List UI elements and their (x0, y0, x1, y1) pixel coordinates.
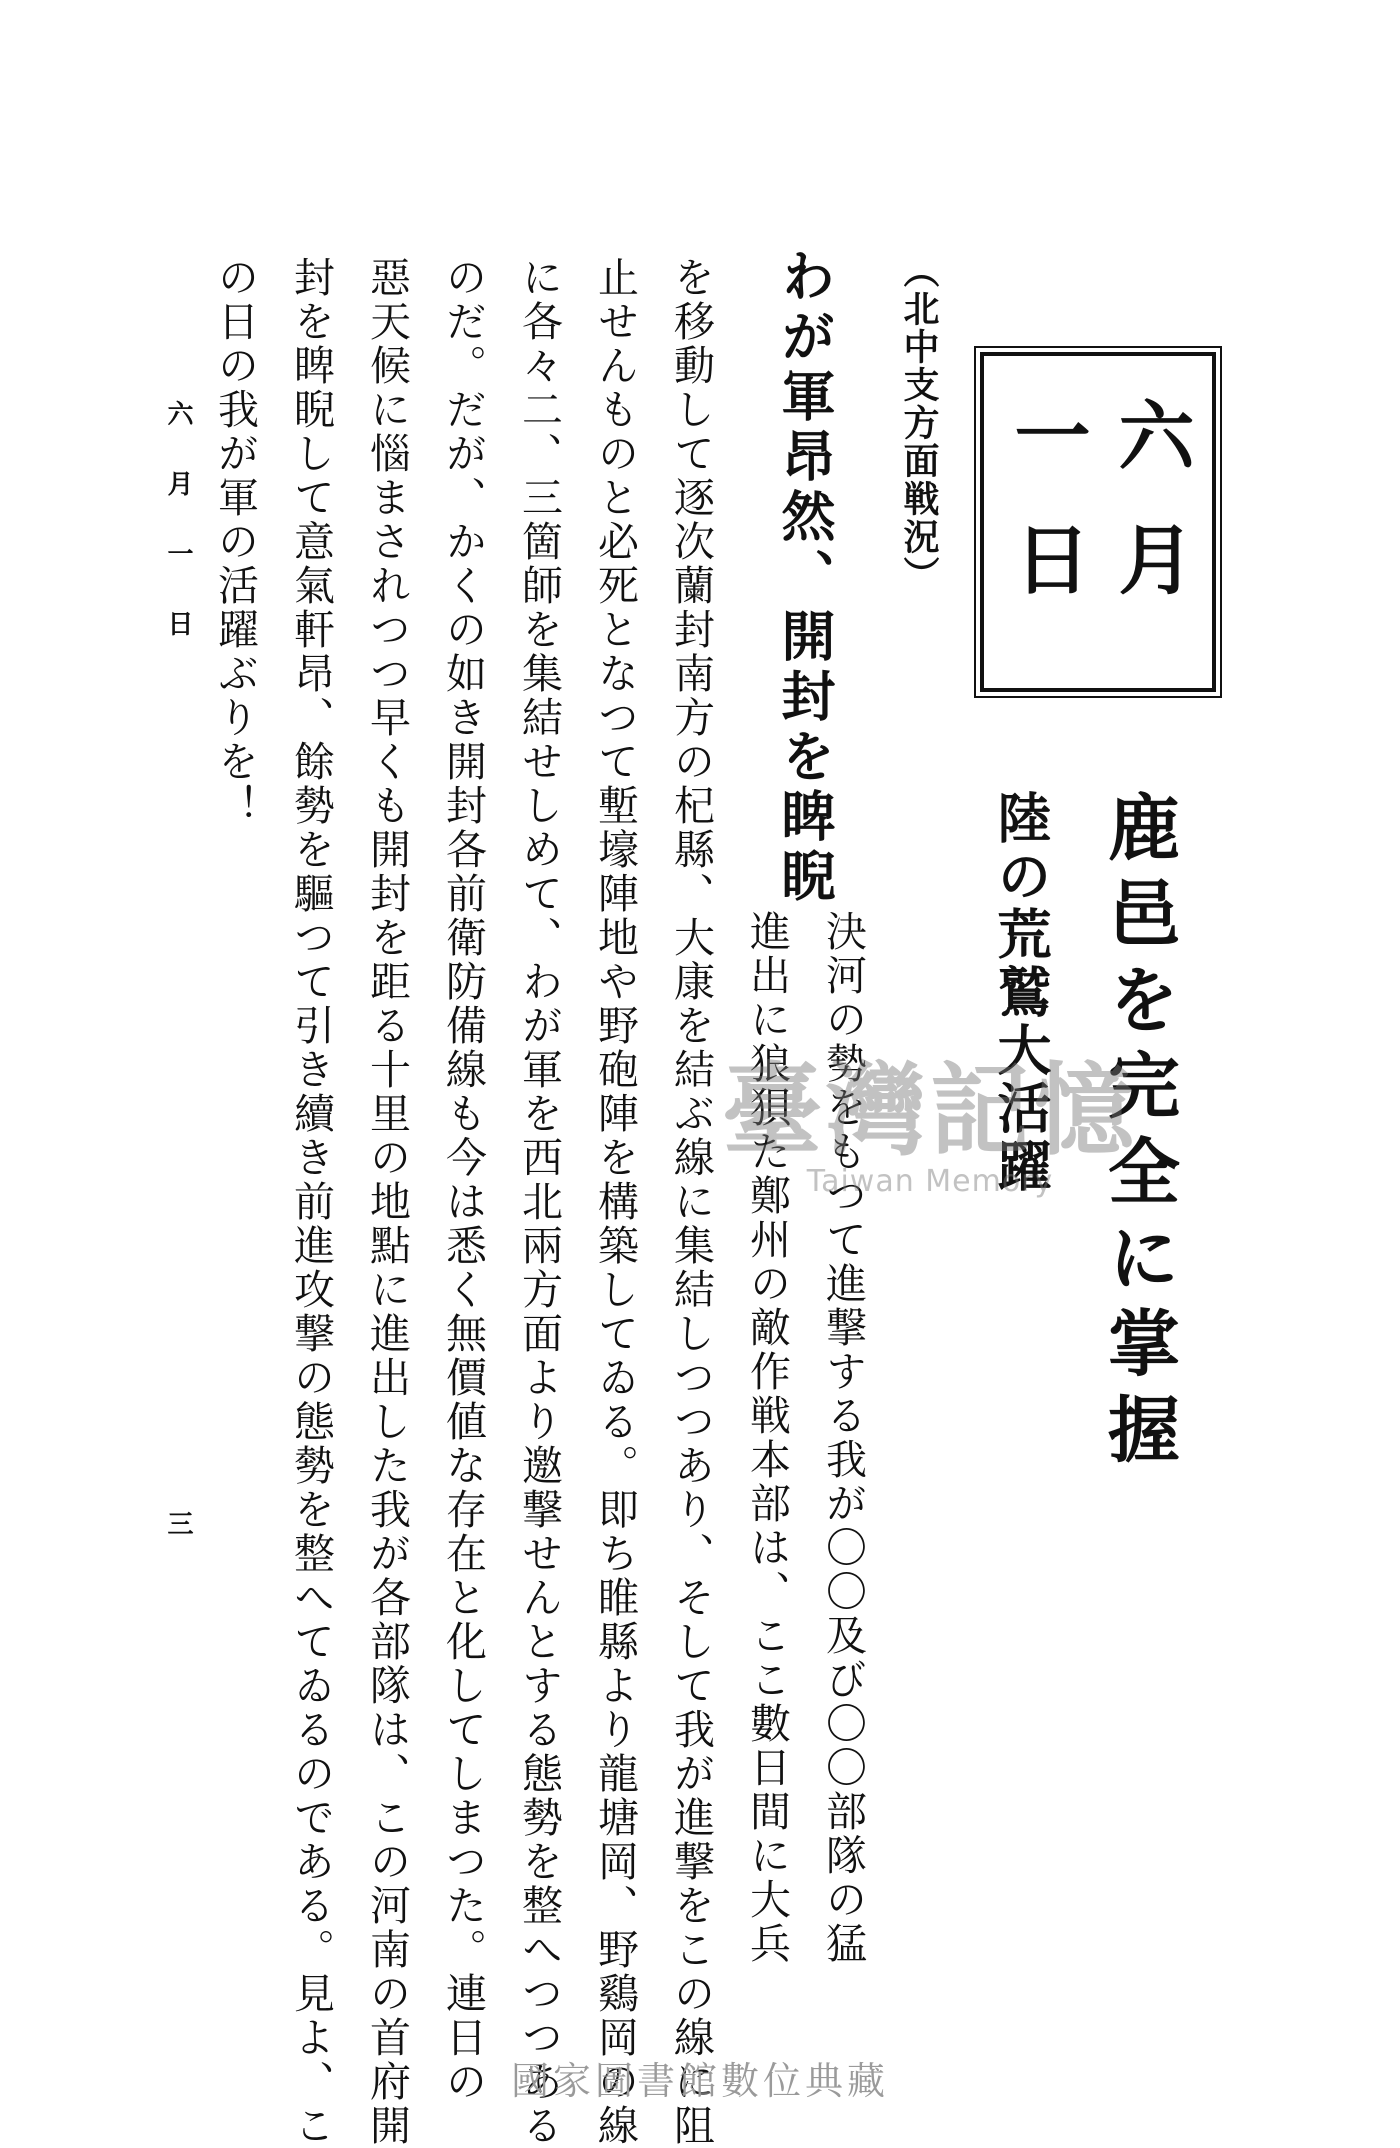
section-label: （北中支方面戦況） (898, 252, 939, 594)
watermark-sub: Taiwan Memory (806, 1164, 1054, 1199)
date-box (980, 352, 1216, 692)
body-line-7: 惡天候に惱まされつつ早くも開封を距る十里の地點に進出した我が各部隊は、この河南の首府開 (363, 256, 411, 2148)
footer-date: 六月一日 (163, 400, 193, 680)
body-line-9: の日の我が軍の活躍ぶりを！ (211, 256, 259, 828)
archive-credit: 國家圖書館數位典藏 (510, 2059, 889, 2103)
body-line-2: 進出に狼狽た鄭州の敵作戦本部は、ここ數日間に大兵 (743, 910, 791, 1966)
body-line-3: を移動して逐次蘭封南方の杞縣、大康を結ぶ線に集結しつつあり、そして我が進撃をこの線に阻 (667, 256, 715, 2148)
watermark-main: 臺灣記憶 (722, 1051, 1138, 1169)
subtitle: 陸の荒鷲大活躍 (989, 790, 1053, 1196)
body-line-8: 封を睥睨して意氣軒昂、餘勢を驅つて引き續き前進攻撃の態勢を整へてゐるのである。見よ、こ (287, 256, 335, 2148)
body-line-6: のだ。だが、かくの如き開封各前衛防備線も今は悉く無價値な存在と化してしまつた。連日の (439, 256, 487, 2104)
date-box-month: 六月 (1106, 396, 1195, 644)
page-number: 三 (163, 1510, 193, 1536)
date-box-day: 一日 (1002, 396, 1091, 644)
body-line-4: 止せんものと必死となつて塹壕陣地や野砲陣を構築してゐる。即ち睢縣より龍塘岡、野鷄岡の線 (591, 256, 639, 2148)
sub-headline: わが軍昂然、開封を睥睨 (773, 248, 837, 908)
body-line-1: 決河の勢をもつて進撃する我が〇〇及び〇〇部隊の猛 (819, 910, 867, 1966)
body-line-5: に各々二、三箇師を集結せしめて、わが軍を西北兩方面より邀撃せんとする態勢を整へつつある (515, 256, 563, 2148)
headline: 鹿邑を完全に掌握 (1096, 790, 1181, 1478)
